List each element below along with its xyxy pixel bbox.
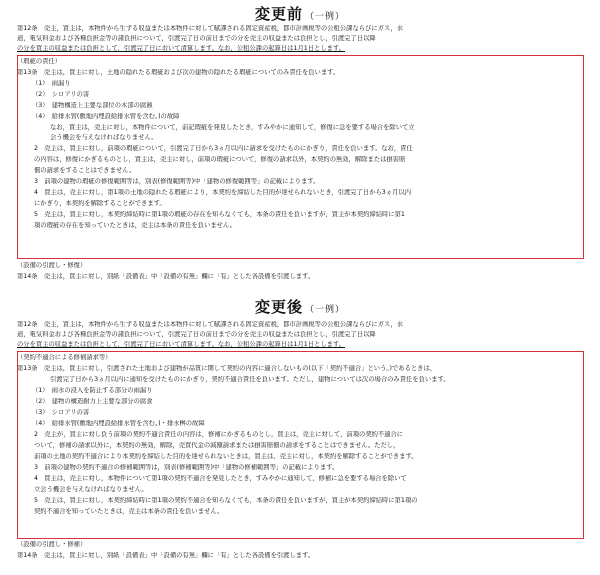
after-box-line: 第13条 売主は，買主に対し，引渡された土地および建物が品質に関して契約の内容に適合しないもの(以下「契約不適合」という。)であるときは， (17, 365, 437, 372)
after-box-heading: （契約不適合による修補請求等） (17, 354, 112, 361)
after-box-line: （1） 雨水の浸入を防止する部分の雨漏り (32, 387, 153, 394)
after-box-line: 2 売主が，買主に対し負う前項の契約不適合責任の内容は，修補にかぎるものとし，買主は，売主に対して，前項の契約不適合に (34, 431, 404, 438)
after-art12-line-1: 第12条 売主，買主は，本物件から生ずる収益または本物件に対して賦課される固定資産税，都市計画税等の公租公課ならびにガス，水 (17, 321, 404, 328)
after-section-title (0, 296, 600, 317)
before-art14-heading: （設備の引渡し・修復） (17, 262, 87, 269)
before-box-line: 項の瑕疵の存在を知っていたときは，売主は本条の責任を負いません。 (34, 222, 236, 229)
before-box-line: （4） 給排水管(敷地内埋設給排水管を含む。)の故障 (32, 113, 180, 120)
before-box-line: 第13条 売主は，買主に対し，土地の隠れたる瑕疵および次の建物の隠れたる瑕疵についてのみ責任を負います。 (17, 69, 340, 76)
after-subtitle: （一例） (305, 305, 346, 315)
after-box-line: （3） シロアリの害 (32, 409, 90, 416)
before-section-title (0, 3, 600, 24)
after-box-line: 立会う機会を与えなければなりません。 (34, 486, 148, 493)
after-box-line: 4 買主は，売主に対し，本物件について第1項の契約不適合を発見したとき，すみやかに通知して，修補に急を要する場合を除いて (34, 475, 407, 482)
before-box-line: にかぎり，本契約を解除することができます。 (34, 200, 166, 207)
before-subtitle: （一例） (305, 12, 346, 22)
after-art12-line-3: の分を買主の収益または負担として，引渡完了日において清算します。なお，公租公課の起算日は1月1日とします。 (17, 341, 346, 348)
after-art14-line: 第14条 売主は，買主に対し，別紙「設備表」中「設備の有無」欄に「有」とした各設備を引渡します。 (17, 552, 315, 559)
after-box-line: 5 売主は，買主に対し，本契約締結時に第1項の契約不適合を知らなくても，本条の責任を負いますが，買主が本契約締結時に第1項の (34, 497, 418, 504)
before-art12-line-3: の分を買主の収益または負担として，引渡完了日において清算します。なお，公租公課の起算日は1月1日とします。 (17, 45, 346, 52)
before-box-heading: （瑕疵の責任） (17, 58, 62, 65)
before-box-line: 償の請求をすることはできません。 (34, 167, 136, 174)
after-box-line: 3 前項の建物の契約不適合の修補範囲等は，別表(修補範囲等)中「建物の修補範囲等」の記載によります。 (34, 464, 339, 471)
after-title: 変更後 (254, 298, 303, 316)
before-box-line: なお，買主は，売主に対し，本物件について，前記瑕疵を発見したとき，すみやかに通知して，修復に急を要する場合を除いて立 (50, 124, 415, 131)
before-title: 変更前 (254, 5, 303, 23)
after-box-line: 前項の土地の契約不適合により本契約を締結した目的を達せられないときは，買主は，売主に対し，本契約を解除することができます。 (34, 453, 418, 460)
after-art12-line-2: 道，電気料金および各種負担金等の諸負担について，引渡完了日の前日までの分を売主の収益または負担とし，引渡完了日以降 (17, 331, 376, 338)
before-box-line: 4 買主は，売主に対し，第1項の土地の隠れたる瑕疵により，本契約を締結した目的が達せられないとき，引渡完了日から3ヵ月以内 (34, 189, 411, 196)
before-art14-line: 第14条 売主は，買主に対し，別紙「設備表」中「設備の有無」欄に「有」とした各設備を引渡します。 (17, 273, 315, 280)
before-box-line: 2 売主は，買主に対し，前項の瑕疵について，引渡完了日から3ヵ月以内に請求を受けたものにかぎり，責任を負います。なお，責任 (34, 145, 413, 152)
after-box-line: （2） 建物の構造耐力上主要な部分の腐食 (32, 398, 153, 405)
after-box-line: 引渡完了日から3ヵ月以内に通知を受けたものにかぎり，契約不適合責任を負います。ただし，建物については次の場合のみ責任を負います。 (50, 376, 450, 383)
before-box-line: 5 売主は，買主に対し，本契約締結時に第1項の瑕疵の存在を知らなくても，本条の責任を負いますが，買主が本契約締結時に第1 (34, 211, 405, 218)
before-art12-line-2: 道，電気料金および各種負担金等の諸負担について，引渡完了日の前日までの分を売主の収益または負担とし，引渡完了日以降 (17, 35, 376, 42)
after-art14-heading: （設備の引渡し・修補） (17, 541, 87, 548)
before-box-line: 会う機会を与えなければなりません。 (50, 134, 158, 141)
after-box-line: ついて，修補の請求以外に，本契約の無効，解除，売買代金の減額請求または損害賠償の請求をすることはできません。ただし， (34, 442, 400, 449)
before-box-line: （1） 雨漏り (32, 80, 71, 87)
before-art12-line-1: 第12条 売主，買主は，本物件から生ずる収益または本物件に対して賦課される固定資産税，都市計画税等の公租公課ならびにガス，水 (17, 25, 404, 32)
before-box-line: の内容は，修復にかぎるものとし，買主は，売主に対し，前項の瑕疵について，修復の請求以外，本契約の無効，解除または損害賠 (34, 156, 406, 163)
after-box-line: （4） 給排水管(敷地内埋設給排水管を含む。)・排水桝の故障 (32, 420, 205, 427)
before-box-line: 3 前項の建物の瑕疵の修復範囲等は，別表(修復範囲等)中「建物の修復範囲等」の記載によります。 (34, 178, 320, 185)
after-box-line: 契約不適合を知っていたときは，売主は本条の責任を負いません。 (34, 508, 224, 515)
before-box-line: （2） シロアリの害 (32, 91, 90, 98)
before-box-line: （3） 建物構造上主要な部位の木部の腐蝕 (32, 102, 153, 109)
